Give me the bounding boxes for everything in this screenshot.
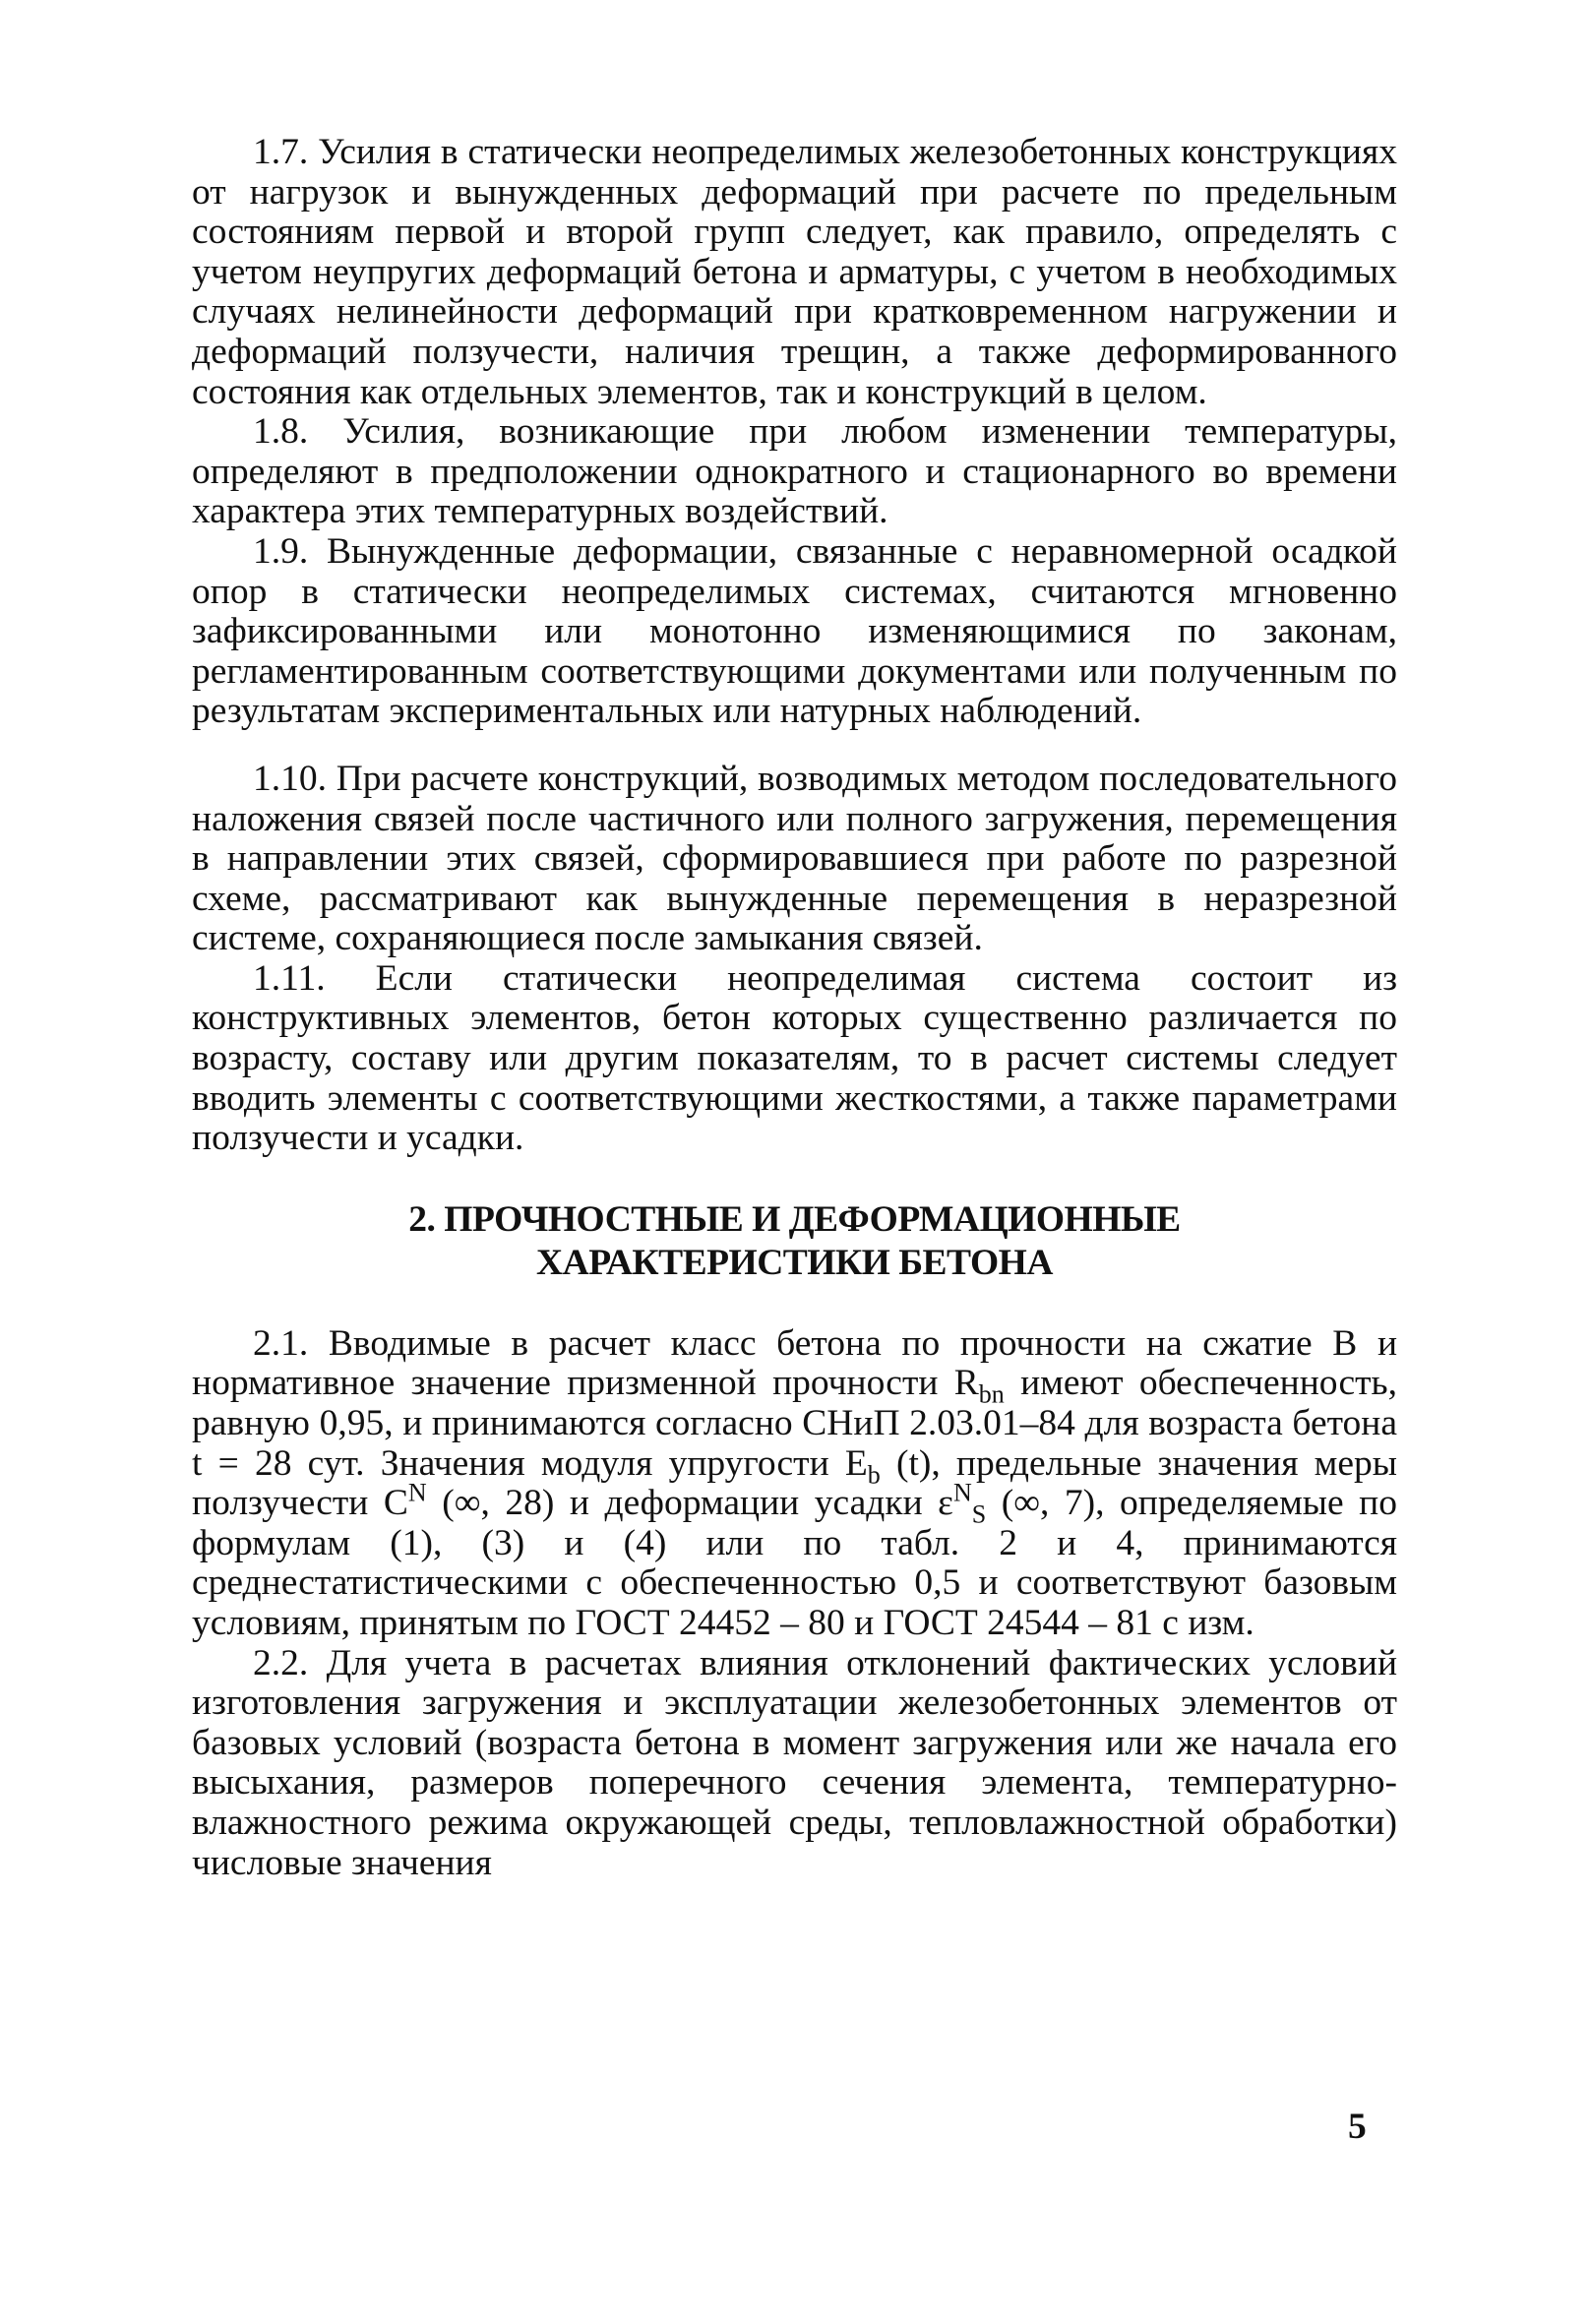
paragraph-1-7: [192, 133, 1397, 412]
paragraph-text: имеют обеспеченность, равную 0,95, и принимаются согласно СНиП 2.03.01–84 для возраста бетона t = 28 сут. Значения модуля упругости E: [192, 1363, 1397, 1484]
superscript-n: N: [407, 1478, 427, 1507]
paragraph-text: При расчете конструкций, возводимых методом последовательного наложения связей после частичного или полного загружения, перемещения в направлении этих связей, сформировавшиеся при работе по разрезной схеме, рассматривают как вынужденные перемещения в неразрезной системе, сохраняющиеся после замыкания связей.: [192, 758, 1398, 959]
paragraph-number: 1.11.: [253, 957, 326, 999]
paragraph-text: (∞, 28) и деформации усадки ε: [426, 1483, 953, 1524]
subscript-b: b: [867, 1460, 881, 1490]
section-heading: [192, 1198, 1397, 1285]
paragraph-1-11: [192, 959, 1397, 1159]
paragraph-text: Если статически неопределимая система состоит из конструктивных элементов, бетон которых существенно различается по возрасту, составу или другим показателям, то в расчет системы следует вводить элементы с соответствующими жесткостями, а также параметрами ползучести и усадки.: [192, 957, 1398, 1159]
paragraph-1-10: [192, 760, 1397, 959]
paragraph-number: 1.8.: [253, 411, 309, 453]
paragraph-1-9: [192, 532, 1397, 732]
paragraph-number: 2.2.: [253, 1642, 309, 1683]
paragraph-text: Усилия в статически неопределимых железобетонных конструкциях от нагрузок и вынужденных деформаций при расчете по предельным состояниям первой и второй групп следует, как правило, определять с учетом неупругих деформаций бетона и арматуры, с учетом в необходимых случаях нелинейности деформаций при кратковременном нагружении и деформаций ползучести, наличия трещин, а также деформированного состояния как отдельных элементов, так и конструкций в целом.: [192, 132, 1397, 412]
paragraph-text: Вводимые в расчет класс бетона по прочности на сжатие В и нормативное значение призменной прочности R: [192, 1322, 1398, 1404]
paragraph-2-1: [192, 1324, 1397, 1644]
paragraph-number: 2.1.: [253, 1322, 309, 1364]
section-heading-line-1: 2. ПРОЧНОСТНЫЕ И ДЕФОРМАЦИОННЫЕ: [408, 1198, 1181, 1240]
document-page: [192, 133, 1397, 1883]
paragraph-text: (∞, 7), определяемые по формулам (1), (3) и (4) или по табл. 2 и 4, принимаются среднестатистическими с обеспеченностью 0,5 и соответствуют базовым условиям, принятым по ГОСТ 24452 – 80 и ГОСТ 24544 – 81 с изм.: [192, 1483, 1397, 1643]
page-number: 5: [1348, 2107, 1367, 2147]
paragraph-number: 1.7.: [253, 132, 309, 172]
paragraph-text: Для учета в расчетах влияния отклонений фактических условий изготовления загружения и эксплуатации железобетонных элементов от базовых условий (возраста бетона в момент загружения или же начала его высыхания, размеров поперечного сечения элемента, температурно-влажностного режима окружающей среды, тепловлажностной обработки) числовые значения: [192, 1642, 1398, 1883]
paragraph-number: 1.9.: [253, 530, 309, 572]
paragraph-1-8: [192, 412, 1397, 532]
paragraph-number: 1.10.: [253, 758, 327, 799]
subscript-bn: bn: [978, 1379, 1005, 1409]
paragraph-text: (t), предельные значения меры ползучести C: [192, 1442, 1397, 1524]
paragraph-text: Усилия, возникающие при любом изменении температуры, определяют в предположении однократного и стационарного во времени характера этих температурных воздействий.: [192, 411, 1398, 532]
superscript-n: N: [952, 1478, 972, 1507]
section-heading-line-2: ХАРАКТЕРИСТИКИ БЕТОНА: [536, 1242, 1053, 1283]
subscript-s: S: [971, 1499, 987, 1529]
paragraph-2-2: [192, 1644, 1397, 1884]
paragraph-text: Вынужденные деформации, связанные с неравномерной осадкой опор в статически неопределимых системах, считаются мгновенно зафиксированными или монотонно изменяющимися по законам, регламентированным соответствующими документами или полученным по результатам экспериментальных или натурных наблюдений.: [192, 530, 1397, 732]
